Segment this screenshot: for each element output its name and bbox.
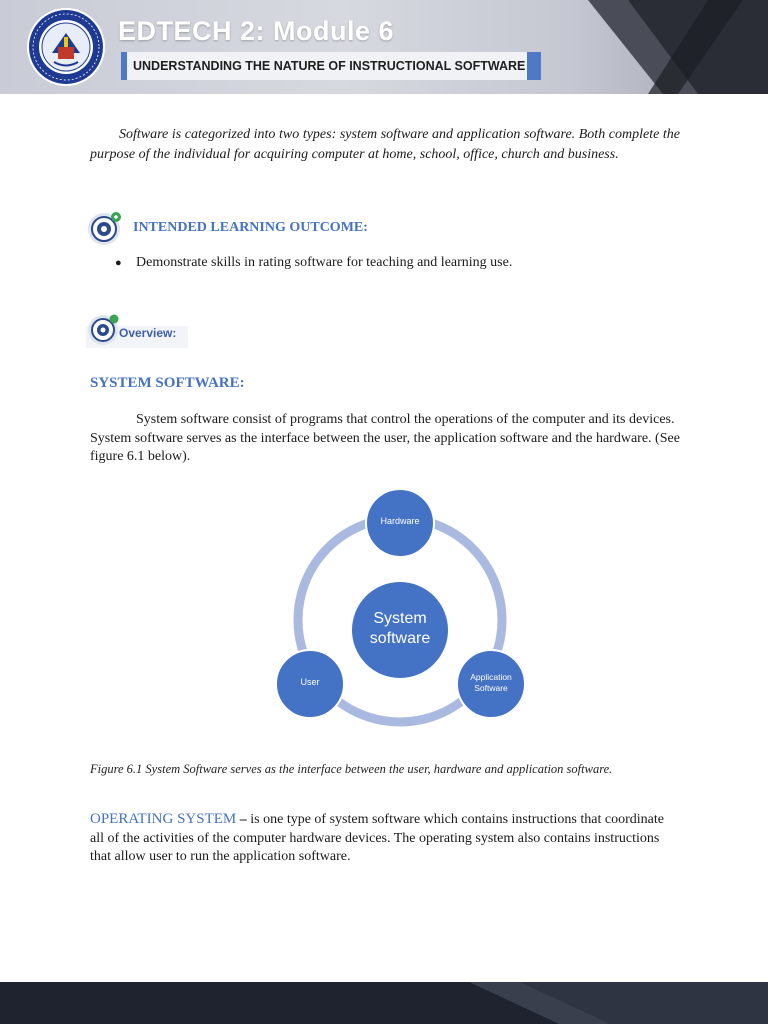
node-hardware-label: Hardware — [380, 516, 420, 526]
system-software-diagram — [270, 485, 530, 745]
header-decoration — [568, 0, 768, 94]
node-application-label-line1: Application — [470, 672, 512, 682]
module-title: EDTECH 2: Module 6 — [118, 16, 395, 46]
figure-caption: Figure 6.1 System Software serves as the interface between the user, hardware and application software. — [90, 762, 613, 776]
target-icon — [86, 210, 124, 246]
system-software-paragraph: System software consist of programs that control the operations of the computer and its devices. System software serves as the interface between the user, the application software and the hardware. (See figure 6.1 below). — [90, 412, 680, 464]
footer-band — [0, 982, 768, 1024]
operating-system-term: OPERATING SYSTEM — [90, 811, 237, 827]
node-application-label-line2: Software — [474, 683, 508, 693]
system-label-line1: System — [373, 610, 427, 627]
node-user-label: User — [300, 677, 320, 687]
operating-system-text: is one type of system software which contains instructions that coordinate all of the activities of the computer hardware devices. The operating system also contains instructions that allow user to run the application software. — [90, 812, 664, 864]
bullet-dot: ● — [115, 257, 122, 269]
operating-system-paragraph — [90, 810, 680, 867]
module-header — [0, 0, 768, 94]
node-application-label — [456, 672, 526, 694]
intro-paragraph: Software is categorized into two types: system software and application software. Both complete the purpose of the individual for acquiring computer at home, school, office, church and business. — [90, 127, 680, 162]
college-seal-logo — [26, 7, 106, 87]
system-label-line2: software — [369, 630, 431, 647]
ilo-heading: INTENDED LEARNING OUTCOME: — [133, 220, 368, 235]
system-software-heading: SYSTEM SOFTWARE: — [90, 375, 245, 391]
node-system-software-label — [350, 609, 450, 649]
module-subtitle: UNDERSTANDING THE NATURE OF INSTRUCTIONAL SOFTWARE — [121, 52, 541, 80]
ilo-item: Demonstrate skills in rating software for teaching and learning use. — [136, 255, 513, 270]
operating-system-dash: – — [239, 812, 247, 827]
overview-label: Overview: — [119, 326, 177, 340]
